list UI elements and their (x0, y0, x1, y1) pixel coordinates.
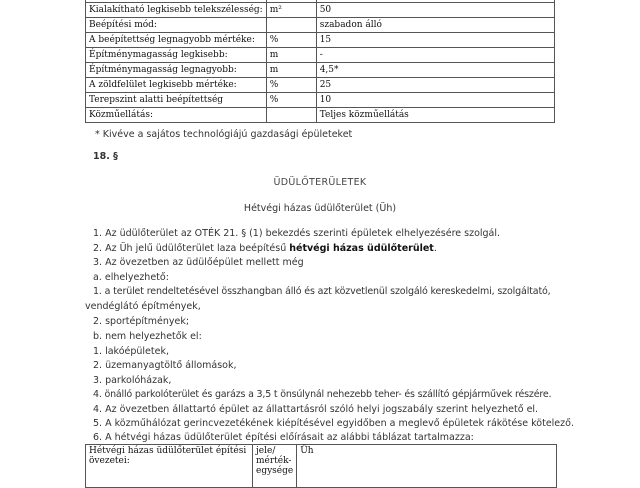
row-label: A beépítettség legnagyobb mértéke: (86, 33, 267, 48)
regulation-table (85, 0, 555, 123)
row-label: A zöldfelület legkisebb mértéke: (86, 78, 267, 93)
table-row (86, 63, 555, 78)
row-value: 50 (316, 3, 554, 18)
table-row (86, 108, 555, 123)
row-unit: % (266, 93, 316, 108)
row-value: 15 (316, 33, 554, 48)
table-row (86, 48, 555, 63)
item-b1: 1. lakóépületek, (93, 346, 169, 357)
item-b: b. nem helyezhetők el: (93, 331, 202, 342)
table-row (86, 33, 555, 48)
table-row (86, 3, 555, 18)
row-value: 4,5* (316, 63, 554, 78)
row-unit: m (266, 63, 316, 78)
row-label: Építménymagasság legkisebb: (86, 48, 267, 63)
paragraph-2 (93, 243, 437, 254)
paragraph-2-text: 2. Az Üh jelű üdülőterület laza beépítésű (93, 243, 290, 254)
row-value: Teljes közműellátás (316, 108, 554, 123)
row-unit: m² (266, 3, 316, 18)
paragraph-3: 3. Az övezetben az üdülőépület mellett még (93, 257, 304, 268)
item-b4: 4. önálló parkolóterület és garázs a 3,5 t önsúlynál nehezebb teher- és szállító gépjárművek részére. (93, 389, 552, 400)
row-value: szabadon álló (316, 18, 554, 33)
row-unit: m (266, 48, 316, 63)
item-a1-line2: vendéglátó építmények, (85, 301, 201, 312)
subheading: Hétvégi házas üdülőterület (Üh) (243, 203, 397, 214)
row-value: - (316, 48, 554, 63)
chapter-heading: ÜDÜLŐTERÜLETEK (273, 177, 367, 188)
row-unit: % (266, 78, 316, 93)
row-label: Közműellátás: (86, 108, 267, 123)
paragraph-1: 1. Az üdülőterület az OTÉK 21. § (1) bekezdés szerinti épületek elhelyezésére szolgál. (93, 228, 501, 239)
zone-table (85, 444, 557, 488)
section-number: 18. § (93, 151, 118, 162)
row-label: Építménymagasság legnagyobb: (86, 63, 267, 78)
row-label: Kialakítható legkisebb telekszélesség: (86, 3, 267, 18)
item-a2: 2. sportépítmények; (93, 316, 190, 327)
row-value: 10 (316, 93, 554, 108)
table-row (86, 93, 555, 108)
paragraph-2-bold: hétvégi házas üdülőterület (289, 243, 434, 254)
zone-header-code: Üh (297, 445, 557, 488)
row-unit (266, 108, 316, 123)
footnote: * Kivéve a sajátos technológiájú gazdasági épületeket (95, 129, 353, 140)
row-value: 25 (316, 78, 554, 93)
paragraph-2-end: . (433, 243, 437, 254)
paragraph-4: 4. Az övezetben állattartó épület az állattartásról szóló helyi jogszabály szerint helyezhető el. (93, 404, 539, 415)
row-unit: % (266, 33, 316, 48)
item-b3: 3. parkolóházak, (93, 375, 172, 386)
paragraph-6: 6. A hétvégi házas üdülőterület építési előírásait az alábbi táblázat tartalmazza: (93, 432, 474, 443)
row-label: Terepszint alatti beépítettség (86, 93, 267, 108)
zone-header-unit: jele/ mérték-egysége (253, 445, 297, 488)
item-a: a. elhelyezhető: (93, 272, 169, 283)
row-unit (266, 18, 316, 33)
table-row (86, 445, 557, 488)
table-row (86, 78, 555, 93)
paragraph-5: 5. A közműhálózat gerincvezetékének kiépítésével egyidőben a meglevő épületek rákötése kötelező. (93, 418, 574, 429)
zone-header-label: Hétvégi házas üdülőterület építési övezetei: (86, 445, 253, 488)
item-a1-line1: 1. a terület rendeltetésével összhangban álló és azt közvetlenül szolgáló kereskedelmi, szolgáltató, (93, 286, 551, 297)
row-label: Beépítési mód: (86, 18, 267, 33)
table-row (86, 18, 555, 33)
item-b2: 2. üzemanyagtöltő állomások, (93, 360, 237, 371)
